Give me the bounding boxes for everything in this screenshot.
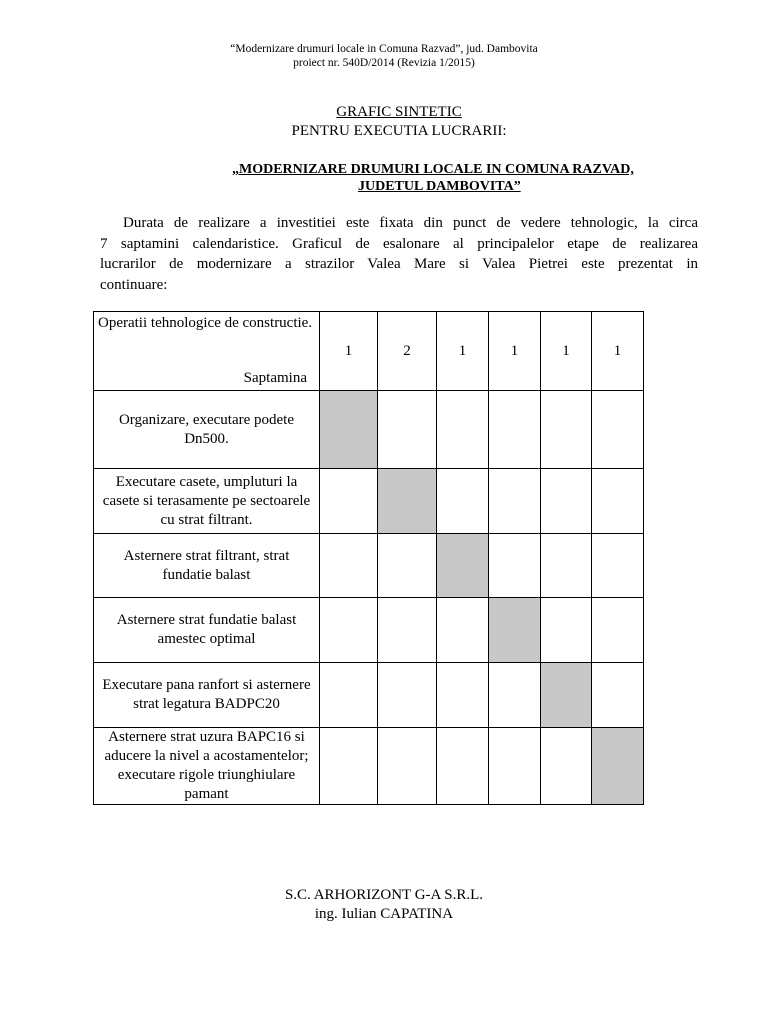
schedule-active-cell [489, 598, 541, 663]
schedule-cell [378, 728, 437, 805]
company-name: S.C. ARHORIZONT G-A S.R.L. [284, 887, 484, 903]
schedule-cell [592, 663, 644, 728]
paragraph-line: continuare: [100, 276, 168, 293]
schedule-cell [378, 534, 437, 598]
schedule-cell [489, 469, 541, 534]
schedule-table [93, 311, 644, 805]
header-operations-label: Operatii tehnologice de constructie. [98, 315, 313, 331]
schedule-active-cell [378, 469, 437, 534]
operation-cell: Asternere strat uzura BAPC16 si aducere la nivel a acostamentelor; executare rigole triunghiulare pamant [94, 728, 320, 805]
week-number-cell: 1 [489, 312, 541, 391]
schedule-cell [489, 534, 541, 598]
schedule-cell [592, 598, 644, 663]
schedule-cell [541, 598, 592, 663]
table-row [94, 534, 644, 598]
document-title: GRAFIC SINTETIC [336, 104, 462, 120]
schedule-cell [378, 598, 437, 663]
schedule-cell [437, 663, 489, 728]
schedule-cell [378, 663, 437, 728]
schedule-cell [541, 534, 592, 598]
intro-paragraph [100, 213, 698, 295]
operation-cell: Asternere strat fundatie balast amestec optimal [94, 598, 320, 663]
week-number-cell: 1 [320, 312, 378, 391]
week-number-cell: 1 [592, 312, 644, 391]
schedule-cell [592, 469, 644, 534]
schedule-cell [489, 663, 541, 728]
operation-cell: Organizare, executare podete Dn500. [94, 391, 320, 469]
schedule-cell [320, 534, 378, 598]
table-header-row [94, 312, 644, 391]
schedule-cell [489, 728, 541, 805]
project-header-line2: proiect nr. 540D/2014 (Revizia 1/2015) [293, 57, 475, 69]
week-number-cell: 1 [541, 312, 592, 391]
schedule-active-cell [541, 663, 592, 728]
schedule-cell [437, 391, 489, 469]
project-header-line1: “Modernizare drumuri locale in Comuna Razvad”, jud. Dambovita [230, 43, 538, 55]
project-name-line1: „MODERNIZARE DRUMURI LOCALE IN COMUNA RAZVAD, [232, 162, 634, 177]
schedule-cell [437, 728, 489, 805]
schedule-cell [378, 391, 437, 469]
header-week-label: Saptamina [243, 370, 307, 386]
schedule-active-cell [592, 728, 644, 805]
document-subtitle: PENTRU EXECUTIA LUCRARII: [291, 123, 507, 139]
table-row [94, 391, 644, 469]
schedule-cell [320, 663, 378, 728]
schedule-cell [320, 469, 378, 534]
schedule-active-cell [437, 534, 489, 598]
schedule-cell [489, 391, 541, 469]
header-operations-cell [94, 312, 320, 391]
paragraph-line: lucrarilor de modernizare a strazilor Valea Mare si Valea Pietrei este prezentat in [100, 256, 698, 272]
table-row [94, 598, 644, 663]
paragraph-line: 7 saptamini calendaristice. Graficul de esalonare al principalelor etape de realizarea [100, 235, 698, 252]
schedule-cell [541, 728, 592, 805]
paragraph-line: Durata de realizare a investitiei este fixata din punct de vedere tehnologic, la circa [123, 215, 698, 231]
project-name-line2: JUDETUL DAMBOVITA” [358, 179, 521, 194]
week-number-cell: 1 [437, 312, 489, 391]
engineer-name: ing. Iulian CAPATINA [314, 906, 454, 922]
schedule-cell [541, 469, 592, 534]
schedule-cell [437, 469, 489, 534]
schedule-cell [320, 728, 378, 805]
operation-cell: Asternere strat filtrant, strat fundatie balast [94, 534, 320, 598]
schedule-cell [541, 391, 592, 469]
schedule-cell [592, 534, 644, 598]
table-row [94, 663, 644, 728]
operation-cell: Executare pana ranfort si asternere strat legatura BADPC20 [94, 663, 320, 728]
week-number-cell: 2 [378, 312, 437, 391]
schedule-cell [592, 391, 644, 469]
table-row [94, 469, 644, 534]
operation-cell: Executare casete, umpluturi la casete si terasamente pe sectoarele cu strat filtrant. [94, 469, 320, 534]
schedule-cell [320, 598, 378, 663]
table-row [94, 728, 644, 805]
schedule-active-cell [320, 391, 378, 469]
schedule-cell [437, 598, 489, 663]
